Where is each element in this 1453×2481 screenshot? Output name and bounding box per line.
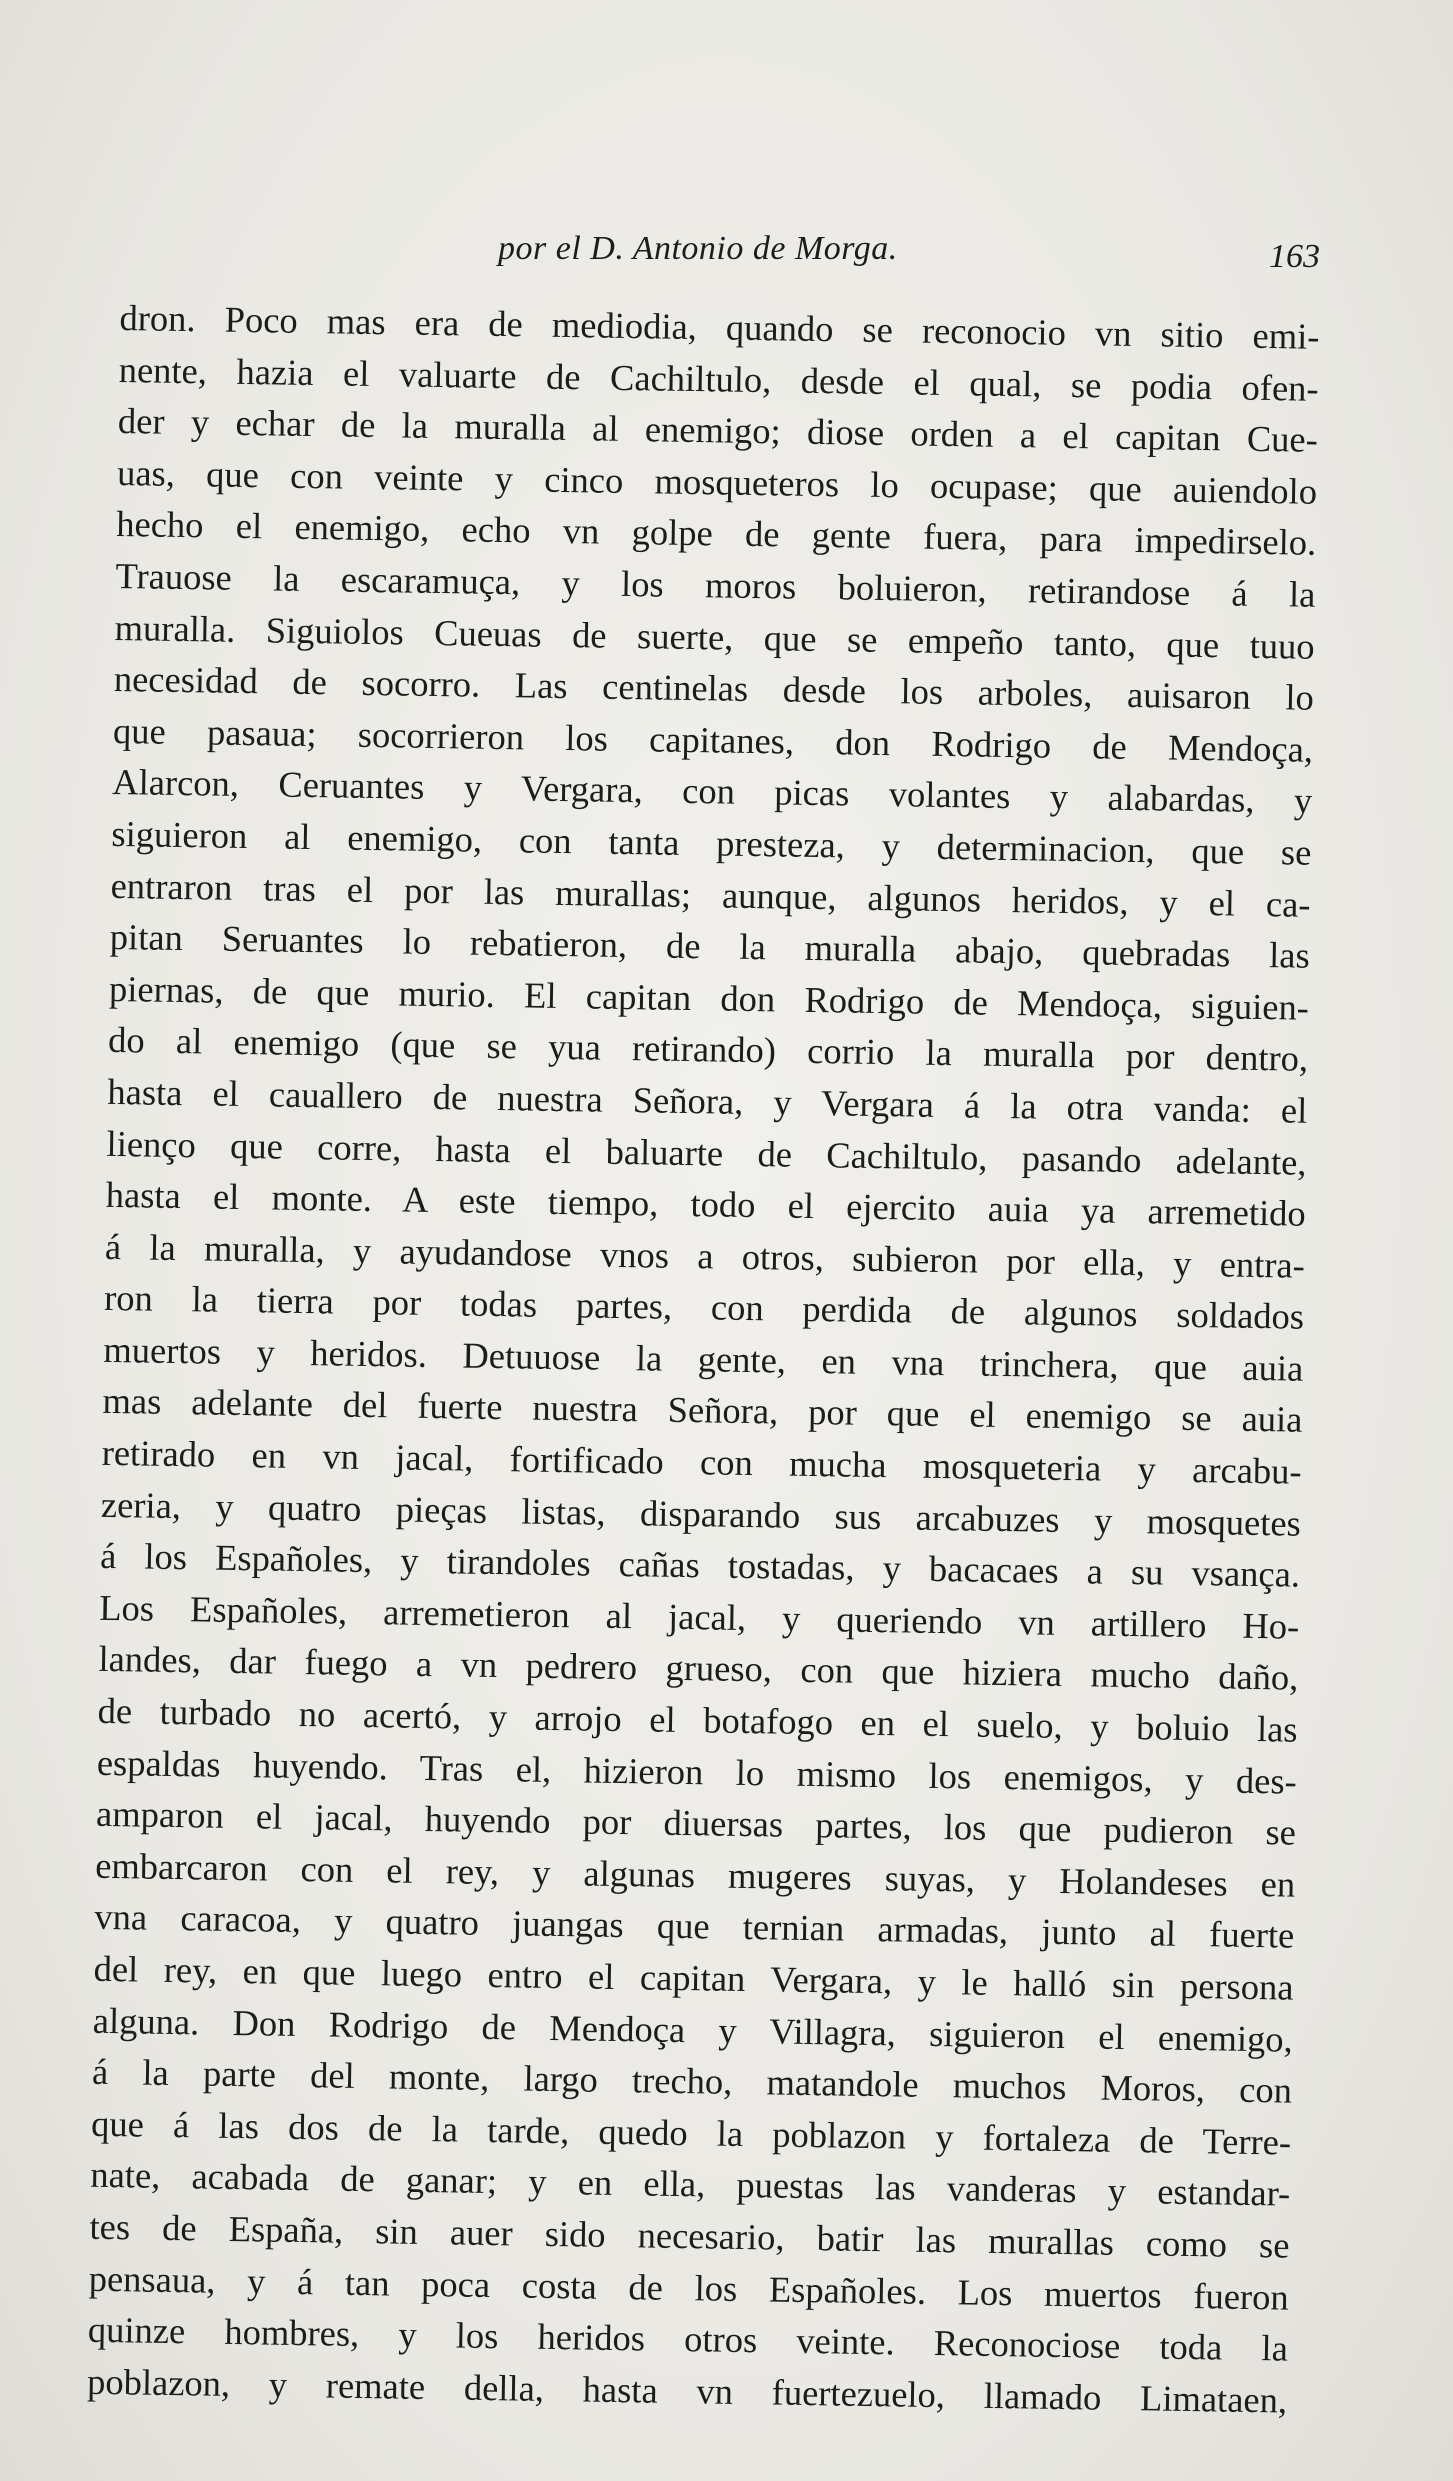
text-line: muralla. Siguiolos Cueuas de suerte, que se empeño tanto, que tuuo bbox=[114, 606, 1315, 667]
text-line: Trauose la escaramuça, y los moros boluieron, retirandose á la bbox=[115, 554, 1316, 615]
text-line: á la parte del monte, largo trecho, matandole muchos Moros, con bbox=[91, 2050, 1293, 2111]
text-line: do al enemigo (que se yua retirando) corrio la muralla por dentro, bbox=[107, 1019, 1309, 1080]
text-line: Alarcon, Ceruantes y Vergara, con picas volantes y alabardas, y bbox=[111, 761, 1313, 822]
text-line: Los Españoles, arremetieron al jacal, y queriendo vn artillero Ho- bbox=[99, 1586, 1300, 1647]
text-line: necesidad de socorro. Las centinelas desde los arboles, auisaron lo bbox=[113, 658, 1315, 718]
text-line: der y echar de la muralla al enemigo; diose orden a el capitan Cue- bbox=[117, 400, 1319, 461]
text-line: espaldas huyendo. Tras el, hizieron lo mismo los enemigos, y des- bbox=[96, 1741, 1298, 1802]
text-line: zeria, y quatro pieças listas, disparando sus arcabuzes y mosquetes bbox=[100, 1483, 1302, 1544]
text-line: que pasaua; socorrieron los capitanes, don Rodrigo de Mendoça, bbox=[112, 709, 1314, 770]
text-line: pensaua, y á tan poca costa de los Españoles. Los muertos fueron bbox=[88, 2257, 1289, 2318]
text-line: muertos y heridos. Detuuose la gente, en vna trinchera, que auia bbox=[103, 1328, 1304, 1389]
text-line: hasta el cauallero de nuestra Señora, y Vergara á la otra vanda: el bbox=[107, 1070, 1308, 1131]
text-line: nente, hazia el valuarte de Cachiltulo, desde el qual, se podia ofen- bbox=[118, 348, 1319, 409]
text-line: uas, que con veinte y cinco mosqueteros lo ocupase; que auiendolo bbox=[116, 451, 1318, 512]
text-line: dron. Poco mas era de mediodia, quando se reconocio vn sitio emi- bbox=[119, 296, 1320, 357]
text-line: siguieron al enemigo, con tanta presteza, y determinacion, que se bbox=[111, 812, 1312, 873]
text-line: pitan Seruantes lo rebatieron, de la muralla abajo, quebradas las bbox=[109, 916, 1311, 976]
text-line: vna caracoa, y quatro juangas que ternian armadas, junto al fuerte bbox=[94, 1896, 1295, 1957]
running-head: por el D. Antonio de Morga. bbox=[498, 230, 898, 267]
text-line: del rey, en que luego entro el capitan Vergara, y le halló sin persona bbox=[93, 1947, 1294, 2008]
text-line: ron la tierra por todas partes, con perdida de algunos soldados bbox=[103, 1277, 1305, 1338]
text-line: entraron tras el por las murallas; aunque, algunos heridos, y el ca- bbox=[110, 864, 1311, 925]
text-line: mas adelante del fuerte nuestra Señora, por que el enemigo se auia bbox=[102, 1380, 1303, 1441]
text-line: amparon el jacal, huyendo por diuersas partes, los que pudieron se bbox=[95, 1793, 1297, 1853]
text-line: á la muralla, y ayudandose vnos a otros, subieron por ella, y entra- bbox=[104, 1225, 1306, 1286]
text-line: de turbado no acertó, y arrojo el botafogo en el suelo, y boluio las bbox=[97, 1689, 1298, 1750]
text-line: poblazon, y remate della, hasta vn fuertezuelo, llamado Limataen, bbox=[86, 2360, 1288, 2421]
text-line: á los Españoles, y tirandoles cañas tostadas, y bacacaes a su vsança. bbox=[99, 1535, 1301, 1595]
text-line: hasta el monte. A este tiempo, todo el ejercito auia ya arremetido bbox=[105, 1173, 1306, 1234]
body-text bbox=[87, 292, 1320, 2426]
text-line: quinze hombres, y los heridos otros veinte. Reconociose toda la bbox=[87, 2308, 1289, 2369]
text-line: que á las dos de la tarde, quedo la poblazon y fortaleza de Terre- bbox=[90, 2102, 1292, 2163]
text-line: nate, acabada de ganar; y en ella, puestas las vanderas y estandar- bbox=[90, 2154, 1291, 2214]
page-number: 163 bbox=[1269, 238, 1320, 275]
text-line: hecho el enemigo, echo vn golpe de gente fuera, para impedirselo. bbox=[116, 503, 1317, 564]
text-line: landes, dar fuego a vn pedrero grueso, con que hiziera mucho daño, bbox=[98, 1638, 1299, 1699]
text-line: retirado en vn jacal, fortificado con mucha mosqueteria y arcabu- bbox=[101, 1431, 1302, 1492]
text-line: lienço que corre, hasta el baluarte de Cachiltulo, pasando adelante, bbox=[106, 1122, 1307, 1183]
text-line: alguna. Don Rodrigo de Mendoça y Villagra, siguieron el enemigo, bbox=[92, 1999, 1294, 2060]
text-line: tes de España, sin auer sido necesario, batir las murallas como se bbox=[89, 2205, 1290, 2266]
page-header bbox=[120, 228, 1320, 288]
text-line: embarcaron con el rey, y algunas mugeres suyas, y Holandeses en bbox=[94, 1844, 1296, 1905]
text-line: piernas, de que murio. El capitan don Rodrigo de Mendoça, siguien- bbox=[108, 967, 1310, 1028]
